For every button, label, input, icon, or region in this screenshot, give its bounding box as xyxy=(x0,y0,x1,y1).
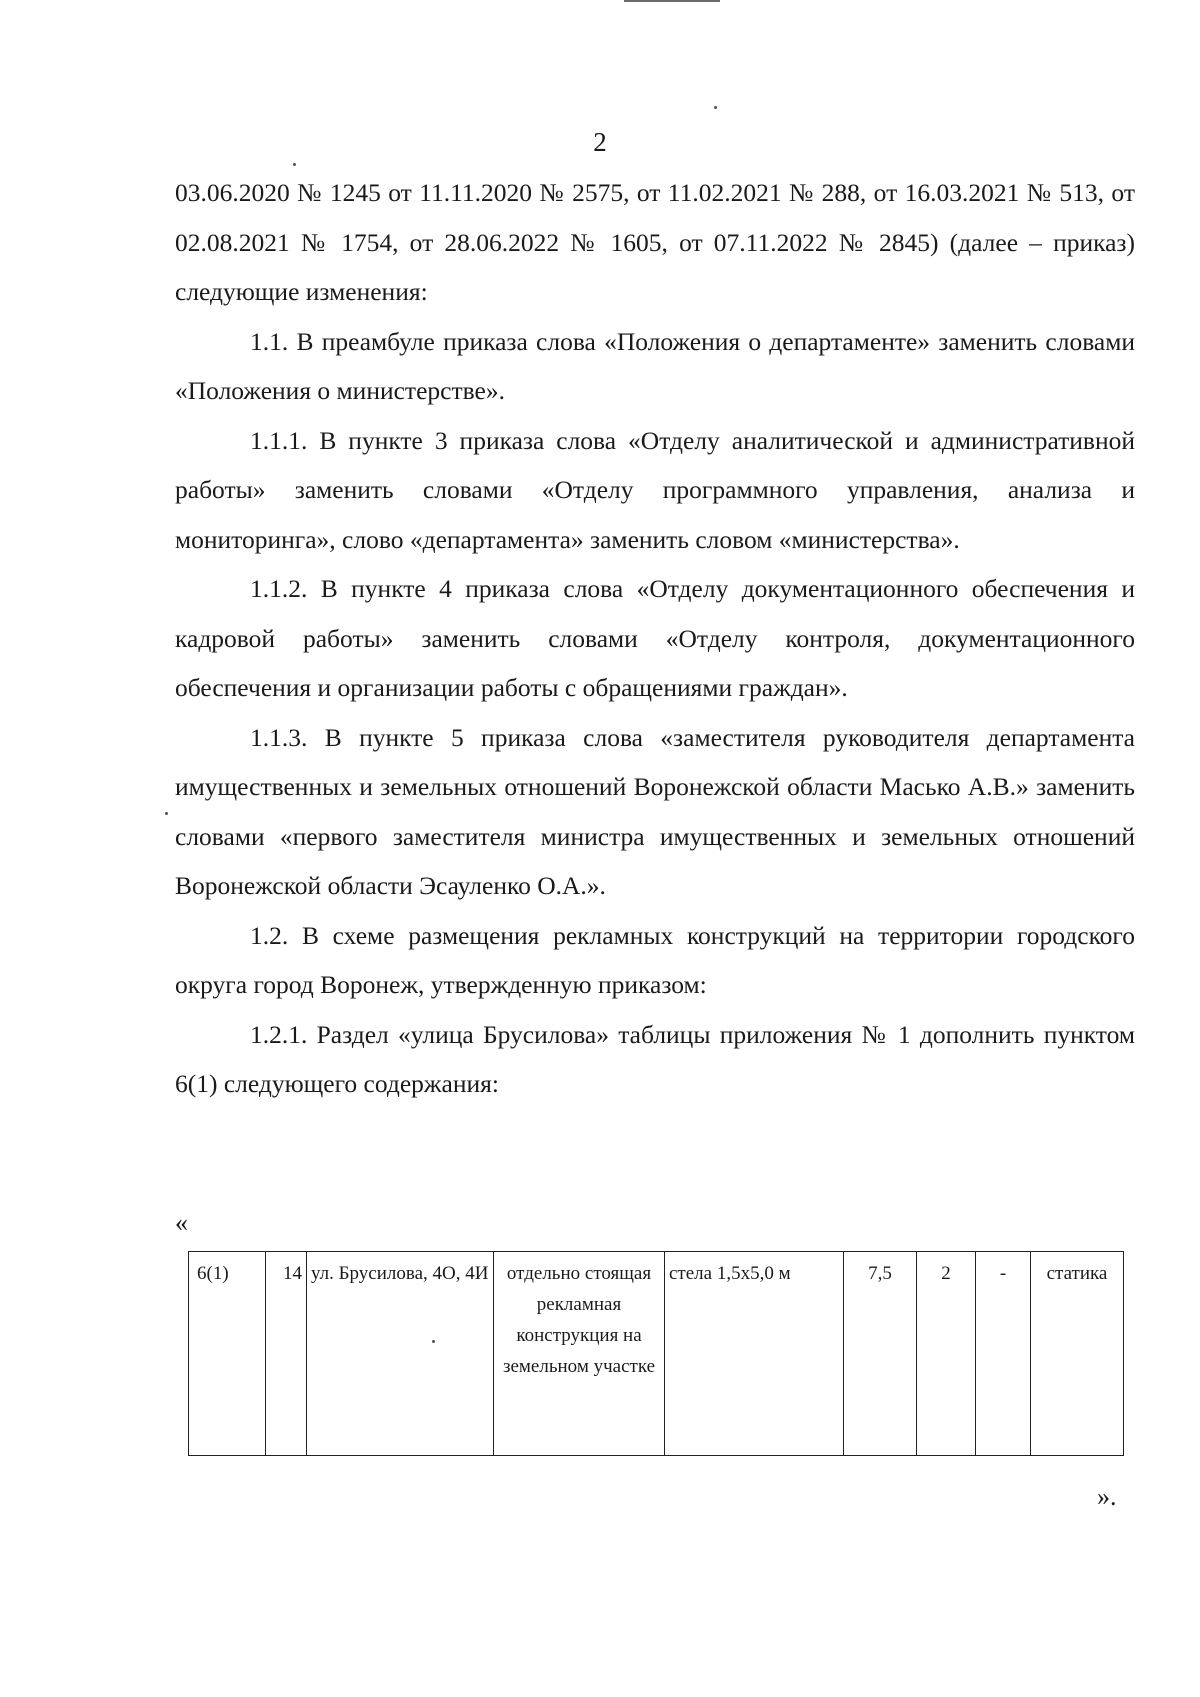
cell-number: 6(1) xyxy=(189,1252,266,1456)
paragraph-1-1: 1.1. В преамбуле приказа слова «Положения о департаменте» заменить словами «Положения о министерстве». xyxy=(175,326,1135,405)
page-number: 2 xyxy=(593,127,607,157)
cell-technology: статика xyxy=(1031,1252,1124,1456)
cell-sides: 2 xyxy=(917,1252,976,1456)
cell-lighting: - xyxy=(976,1252,1031,1456)
scan-speck xyxy=(293,163,296,166)
ad-structure-table xyxy=(188,1251,1124,1456)
cell-format: стела 1,5х5,0 м xyxy=(665,1252,844,1456)
scan-speck xyxy=(165,812,168,815)
cell-area: 7,5 xyxy=(844,1252,917,1456)
paragraph-1-1-3: 1.1.3. В пункте 5 приказа слова «заместителя руководителя департамента имущественных и земельных отношений Воронежской области Масько А.В.» заменить словами «первого заместителя министра имущественных и земельных отношений Воронежской области Эсауленко О.А.». xyxy=(175,722,1135,900)
header-rule xyxy=(624,0,720,2)
paragraph-1-2: 1.2. В схеме размещения рекламных конструкций на территории городского округа город Воронеж, утвержденную приказом: xyxy=(175,920,1135,999)
paragraph-1-1-1: 1.1.1. В пункте 3 приказа слова «Отделу аналитической и административной работы» заменить словами «Отделу программного управления, анализа и мониторинга», слово «департамента» заменить словом «министерства». xyxy=(175,425,1135,554)
scan-speck xyxy=(432,1340,435,1343)
paragraph-1-2-1: 1.2.1. Раздел «улица Брусилова» таблицы приложения № 1 дополнить пунктом 6(1) следующего содержания: xyxy=(175,1019,1135,1098)
paragraph-intro: 03.06.2020 № 1245 от 11.11.2020 № 2575, от 11.02.2021 № 288, от 16.03.2021 № 513, от 02.08.2021 № 1754, от 28.06.2022 № 1605, от 07.11.2022 № 2845) (далее – приказ) следующие изменения: xyxy=(175,178,1135,306)
cell-type: отдельно стоящая рекламная конструкция на земельном участке xyxy=(494,1252,665,1456)
cell-address: ул. Брусилова, 4О, 4И xyxy=(307,1252,494,1456)
quote-close: ». xyxy=(1097,1482,1117,1511)
document-body xyxy=(175,168,1135,1109)
cell-code: 14 xyxy=(266,1252,307,1456)
scan-speck xyxy=(714,106,717,109)
quote-open: « xyxy=(175,1208,188,1237)
paragraph-1-1-2: 1.1.2. В пункте 4 приказа слова «Отделу документационного обеспечения и кадровой работы» заменить словами «Отделу контроля, документационного обеспечения и организации работы с обращениями граждан». xyxy=(175,574,1135,702)
table-row xyxy=(189,1252,1124,1456)
